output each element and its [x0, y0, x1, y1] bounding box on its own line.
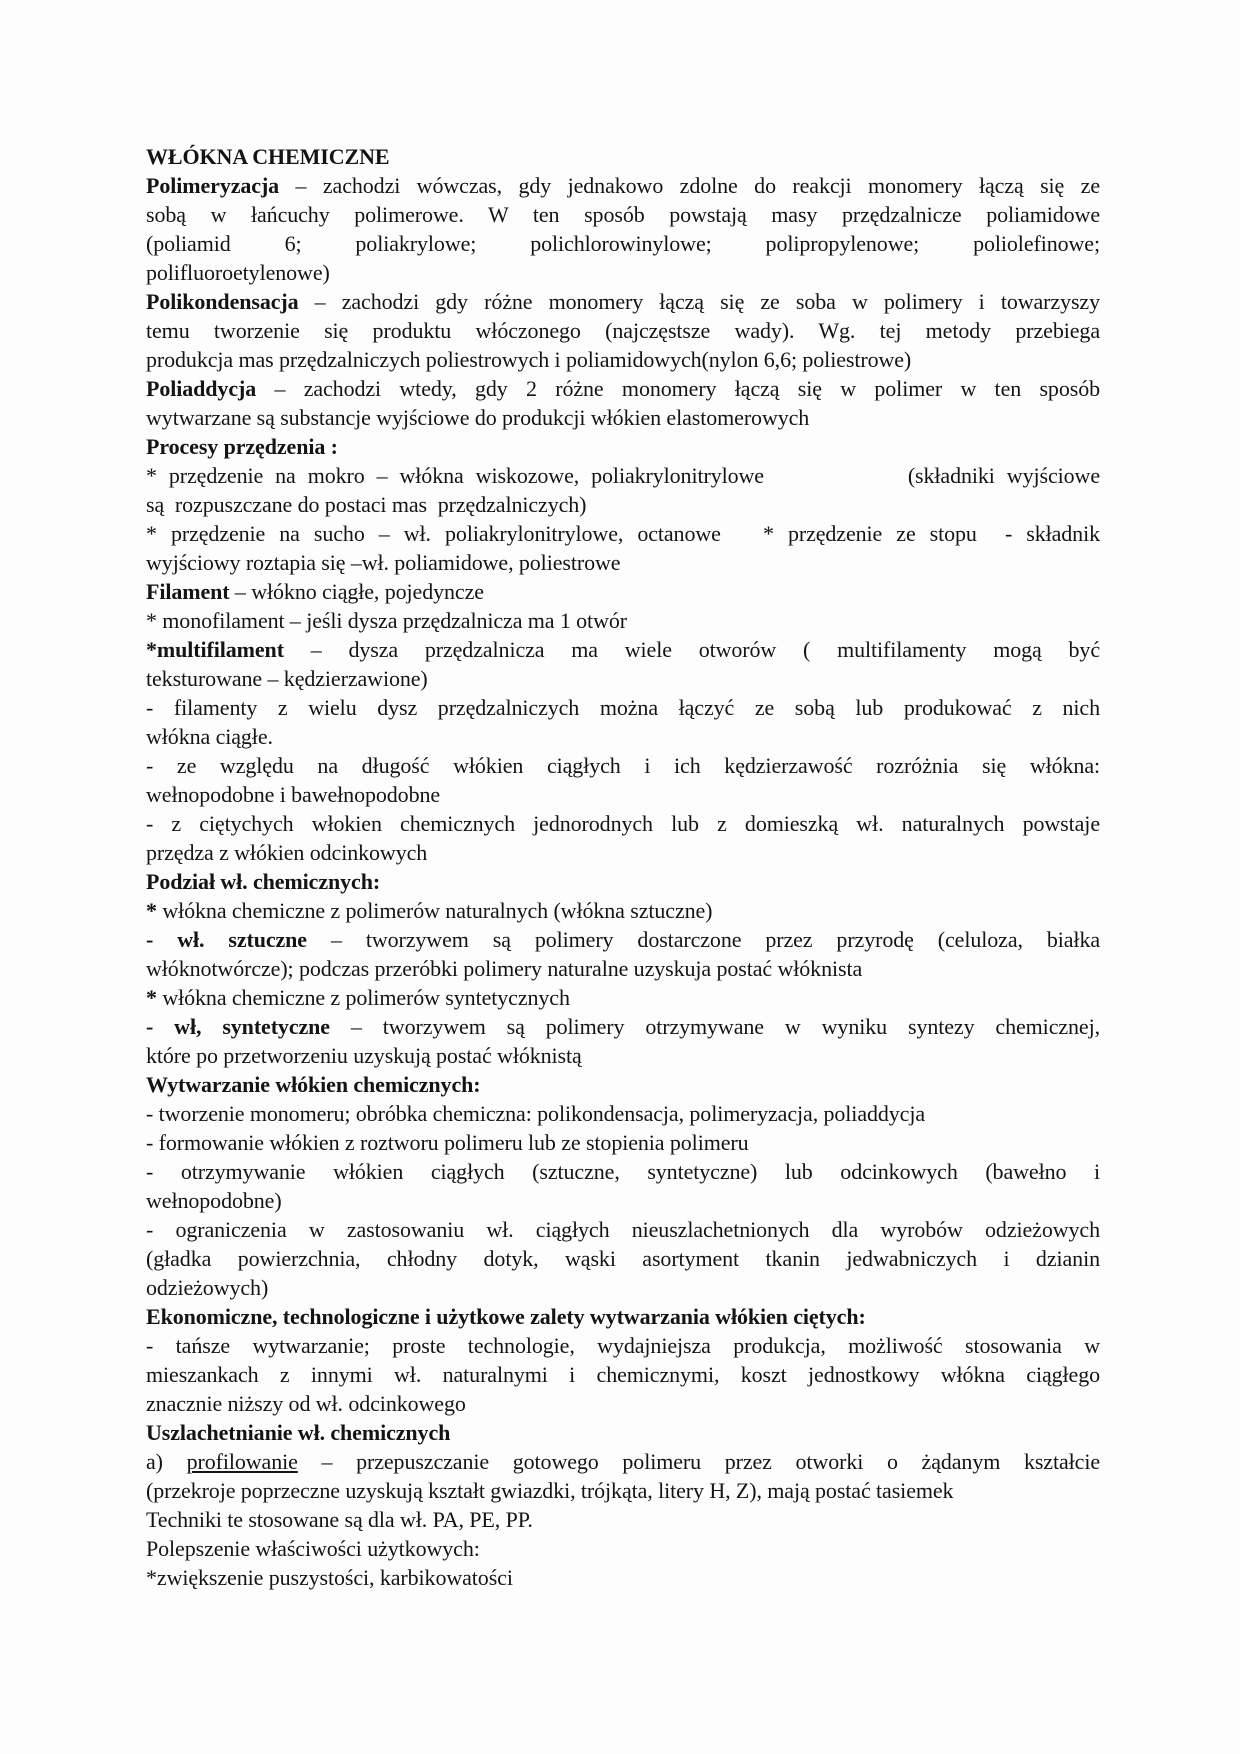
- text-segment: – dysza przędzalnicza ma wiele otworów ( multifilamenty mogą być: [283, 637, 1100, 662]
- text-line: [146, 1331, 1100, 1360]
- text-segment: - otrzymywanie włókien ciągłych (sztuczne, syntetyczne) lub odcinkowych (bawełno i: [146, 1159, 1100, 1184]
- text-segment: odzieżowych): [146, 1275, 269, 1300]
- text-segment: wytwarzane są substancje wyjściowe do produkcji włókien elastomerowych: [146, 405, 810, 430]
- text-segment: *zwiększenie puszystości, karbikowatości: [146, 1565, 513, 1590]
- text-segment: włókna ciągłe.: [146, 724, 273, 749]
- text-line: [146, 1418, 1100, 1447]
- bold-text-segment: Filament: [146, 579, 230, 604]
- text-line: [146, 374, 1100, 403]
- text-line: [146, 1099, 1100, 1128]
- text-segment: (poliamid 6; poliakrylowe; polichlorowinylowe; polipropylenowe; poliolefinowe;: [146, 231, 1100, 256]
- text-line: [146, 229, 1100, 258]
- text-segment: wełnopodobne i bawełnopodobne: [146, 782, 441, 807]
- text-line: [146, 1302, 1100, 1331]
- text-line: [146, 1070, 1100, 1099]
- text-segment: teksturowane – kędzierzawione): [146, 666, 428, 691]
- bold-text-segment: *: [146, 985, 163, 1010]
- text-segment: – zachodzi gdy różne monomery łączą się ze soba w polimery i towarzyszy: [298, 289, 1100, 314]
- text-line: [146, 780, 1100, 809]
- text-line: [146, 1476, 1100, 1505]
- text-line: [146, 519, 1100, 548]
- text-segment: - tworzenie monomeru; obróbka chemiczna: polikondensacja, polimeryzacja, poliaddycja: [146, 1101, 926, 1126]
- text-line: [146, 751, 1100, 780]
- text-line: [146, 1041, 1100, 1070]
- text-segment: są rozpuszczane do postaci mas przędzalniczych): [146, 492, 587, 517]
- text-segment: – zachodzi wówczas, gdy jednakowo zdolne do reakcji monomery łączą się ze: [279, 173, 1100, 198]
- text-line: [146, 171, 1100, 200]
- text-segment: które po przetworzeniu uzyskują postać włóknistą: [146, 1043, 582, 1068]
- text-line: [146, 1186, 1100, 1215]
- text-line: [146, 896, 1100, 925]
- text-segment: Techniki te stosowane są dla wł. PA, PE, PP.: [146, 1507, 533, 1532]
- text-segment: – tworzywem są polimery otrzymywane w wyniku syntezy chemicznej,: [329, 1014, 1100, 1039]
- text-segment: * przędzenie na sucho – wł. poliakrylonitrylowe, octanowe * przędzenie ze stopu - składnik: [146, 521, 1100, 546]
- text-line: [146, 1215, 1100, 1244]
- text-line: [146, 635, 1100, 664]
- underlined-text-segment: profilowanie: [186, 1449, 298, 1474]
- text-segment: - z ciętychych włokien chemicznych jednorodnych lub z domieszką wł. naturalnych powstaje: [146, 811, 1100, 836]
- text-segment: wełnopodobne): [146, 1188, 282, 1213]
- text-line: [146, 1012, 1100, 1041]
- text-line: [146, 925, 1100, 954]
- text-segment: sobą w łańcuchy polimerowe. W ten sposób powstają masy przędzalnicze poliamidowe: [146, 202, 1100, 227]
- text-line: [146, 1157, 1100, 1186]
- text-segment: (gładka powierzchnia, chłodny dotyk, wąski asortyment tkanin jedwabniczych i dzianin: [146, 1246, 1100, 1271]
- text-segment: - formowanie włókien z roztworu polimeru lub ze stopienia polimeru: [146, 1130, 749, 1155]
- text-line: [146, 664, 1100, 693]
- bold-text-segment: Procesy przędzenia :: [146, 434, 338, 459]
- text-line: [146, 838, 1100, 867]
- text-line: [146, 316, 1100, 345]
- text-line: [146, 490, 1100, 519]
- text-line: [146, 867, 1100, 896]
- text-segment: * monofilament – jeśli dysza przędzalnicza ma 1 otwór: [146, 608, 627, 633]
- bold-text-segment: WŁÓKNA CHEMICZNE: [146, 144, 390, 169]
- text-segment: włókna chemiczne z polimerów syntetycznych: [162, 985, 570, 1010]
- bold-text-segment: Poliaddycja: [146, 376, 257, 401]
- text-segment: a): [146, 1449, 187, 1474]
- text-segment: włókna chemiczne z polimerów naturalnych (włókna sztuczne): [162, 898, 713, 923]
- text-line: [146, 954, 1100, 983]
- text-segment: - filamenty z wielu dysz przędzalniczych można łączyć ze sobą lub produkować z nich: [146, 695, 1100, 720]
- text-line: [146, 693, 1100, 722]
- text-segment: – zachodzi wtedy, gdy 2 różne monomery łączą się w polimer w ten sposób: [256, 376, 1100, 401]
- bold-text-segment: *: [146, 898, 163, 923]
- text-line: [146, 548, 1100, 577]
- text-line: [146, 1360, 1100, 1389]
- text-segment: przędza z włókien odcinkowych: [146, 840, 428, 865]
- document-body: [146, 142, 1100, 1592]
- text-line: [146, 809, 1100, 838]
- bold-text-segment: Wytwarzanie włókien chemicznych:: [146, 1072, 481, 1097]
- text-line: [146, 142, 1100, 171]
- text-segment: – włókno ciągłe, pojedyncze: [229, 579, 484, 604]
- text-line: [146, 606, 1100, 635]
- bold-text-segment: - wł. sztuczne: [146, 927, 307, 952]
- bold-text-segment: Polikondensacja: [146, 289, 299, 314]
- text-segment: mieszankach z innymi wł. naturalnymi i chemicznymi, koszt jednostkowy włókna ciągłego: [146, 1362, 1100, 1387]
- text-line: [146, 983, 1100, 1012]
- bold-text-segment: - wł, syntetyczne: [146, 1014, 330, 1039]
- text-segment: - ograniczenia w zastosowaniu wł. ciągłych nieuszlachetnionych dla wyrobów odzieżowych: [146, 1217, 1100, 1242]
- text-segment: – przepuszczanie gotowego polimeru przez otworki o żądanym kształcie: [297, 1449, 1100, 1474]
- bold-text-segment: *multifilament: [146, 637, 284, 662]
- text-line: [146, 200, 1100, 229]
- text-line: [146, 1273, 1100, 1302]
- text-segment: (przekroje poprzeczne uzyskują kształt gwiazdki, trójkąta, litery H, Z), mają postać tasiemek: [146, 1478, 954, 1503]
- bold-text-segment: Podział wł. chemicznych:: [146, 869, 381, 894]
- text-line: [146, 722, 1100, 751]
- text-line: [146, 1128, 1100, 1157]
- text-segment: temu tworzenie się produktu włóczonego (najczęstsze wady). Wg. tej metody przebiega: [146, 318, 1100, 343]
- text-line: [146, 1563, 1100, 1592]
- text-segment: Polepszenie właściwości użytkowych:: [146, 1536, 480, 1561]
- text-line: [146, 258, 1100, 287]
- bold-text-segment: Ekonomiczne, technologiczne i użytkowe zalety wytwarzania włókien ciętych:: [146, 1304, 866, 1329]
- text-segment: produkcja mas przędzalniczych poliestrowych i poliamidowych(nylon 6,6; poliestrowe): [146, 347, 912, 372]
- text-line: [146, 1505, 1100, 1534]
- text-segment: * przędzenie na mokro – włókna wiskozowe, poliakrylonitrylowe (składniki wyjściowe: [146, 463, 1100, 488]
- text-segment: – tworzywem są polimery dostarczone przez przyrodę (celuloza, białka: [306, 927, 1101, 952]
- text-line: [146, 345, 1100, 374]
- text-line: [146, 1389, 1100, 1418]
- text-segment: znacznie niższy od wł. odcinkowego: [146, 1391, 466, 1416]
- text-line: [146, 403, 1100, 432]
- text-segment: polifluoroetylenowe): [146, 260, 330, 285]
- bold-text-segment: Uszlachetnianie wł. chemicznych: [146, 1420, 451, 1445]
- text-line: [146, 577, 1100, 606]
- text-segment: - tańsze wytwarzanie; proste technologie, wydajniejsza produkcja, możliwość stosowania w: [146, 1333, 1100, 1358]
- text-line: [146, 432, 1100, 461]
- text-line: [146, 1447, 1100, 1476]
- text-segment: wyjściowy roztapia się –wł. poliamidowe, poliestrowe: [146, 550, 621, 575]
- text-line: [146, 287, 1100, 316]
- text-segment: włóknotwórcze); podczas przeróbki polimery naturalne uzyskuja postać włóknista: [146, 956, 863, 981]
- text-line: [146, 1534, 1100, 1563]
- text-line: [146, 1244, 1100, 1273]
- text-segment: - ze względu na długość włókien ciągłych i ich kędzierzawość rozróżnia się włókna:: [146, 753, 1100, 778]
- bold-text-segment: Polimeryzacja: [146, 173, 280, 198]
- text-line: [146, 461, 1100, 490]
